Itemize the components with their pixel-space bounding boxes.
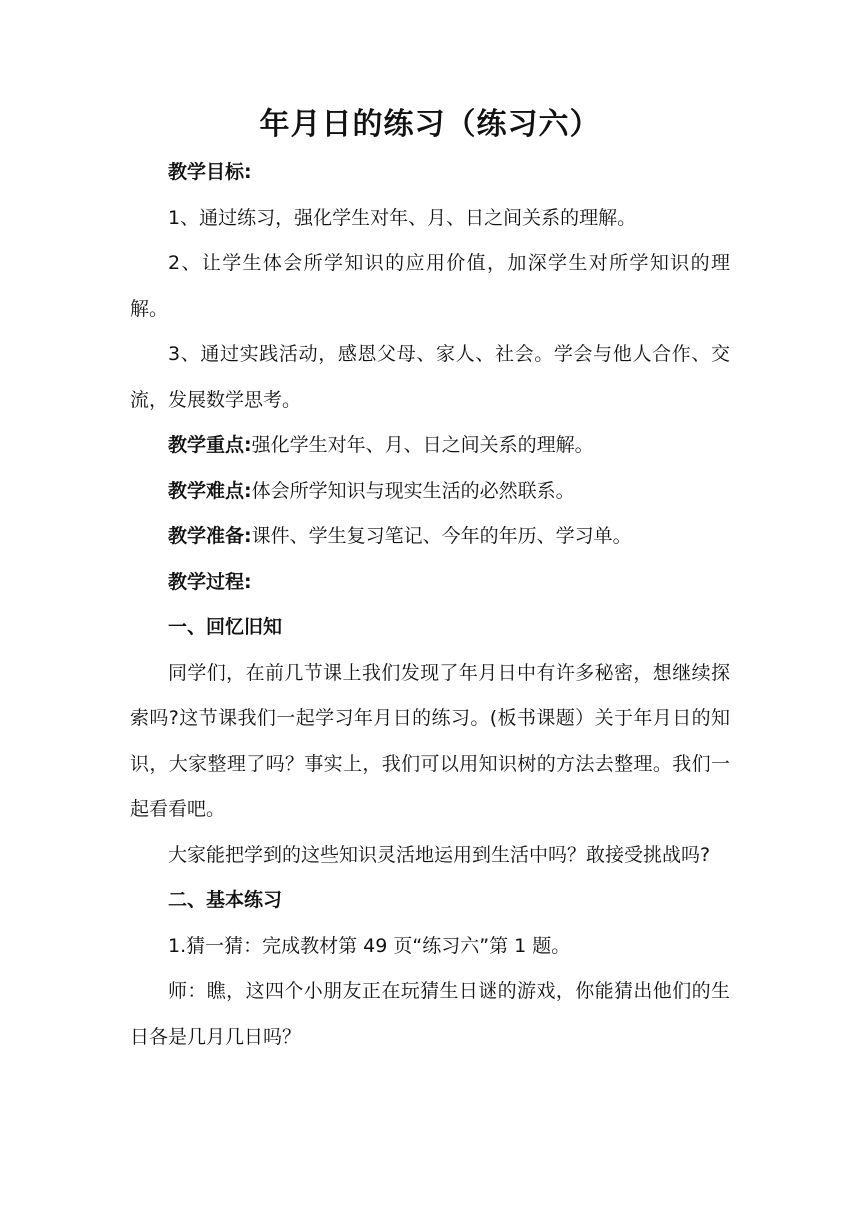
section-2-paragraph-1: 1.猜一猜：完成教材第 49 页“练习六”第 1 题。 [168, 934, 571, 957]
teaching-difficulty [130, 469, 730, 515]
section-1-heading: 一、回忆旧知 [168, 616, 283, 638]
section-1-paragraph-2: 大家能把学到的这些知识灵活地运用到生活中吗？敢接受挑战吗? [168, 843, 711, 866]
goal-3: 3、通过实践活动，感恩父母、家人、社会。学会与他人合作、交流，发展数学思考。 [130, 343, 730, 411]
difficulty-label: 教学难点: [168, 479, 252, 502]
teaching-goals-heading: 教学目标: [168, 161, 252, 183]
difficulty-text: 体会所学知识与现实生活的必然联系。 [251, 479, 575, 502]
preparation-text: 课件、学生复习笔记、今年的年历、学习单。 [251, 525, 632, 547]
key-point-text: 强化学生对年、月、日之间关系的理解。 [251, 434, 594, 456]
teaching-process-heading: 教学过程: [168, 570, 252, 593]
section-2-heading: 二、基本练习 [168, 889, 283, 911]
teaching-key-point [130, 423, 730, 469]
preparation-label: 教学准备: [168, 525, 252, 547]
key-point-label: 教学重点: [168, 434, 252, 456]
goal-1: 1、通过练习，强化学生对年、月、日之间关系的理解。 [168, 206, 637, 229]
goal-2: 2、让学生体会所学知识的应用价值，加深学生对所学知识的理解。 [130, 252, 730, 320]
teaching-preparation [130, 514, 730, 560]
page-title: 年月日的练习（练习六） [259, 107, 601, 142]
section-1-paragraph-1: 同学们，在前几节课上我们发现了年月日中有许多秘密，想继续探索吗?这节课我们一起学习年月日的练习。(板书课题）关于年月日的知识，大家整理了吗？事实上，我们可以用知识树的方法去整理。我们一起看看吧。 [130, 661, 730, 820]
section-2-paragraph-2: 师：瞧，这四个小朋友正在玩猜生日谜的游戏，你能猜出他们的生日各是几月几日吗？ [130, 980, 730, 1048]
